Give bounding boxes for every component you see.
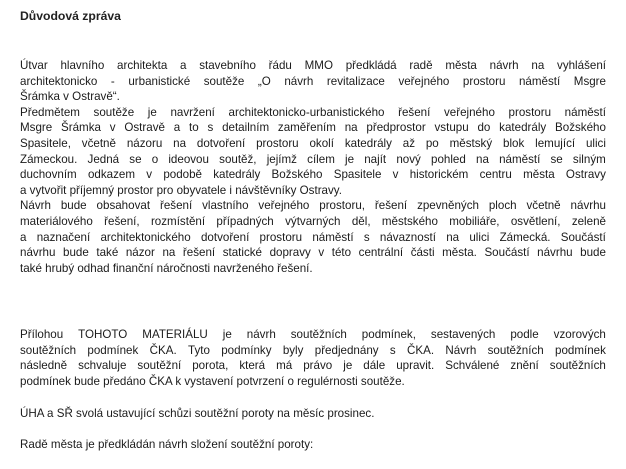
text-line: architektonicko - urbanistické soutěže „O návrh revitalizace veřejného prostoru náměstí Msgre <box>20 74 606 88</box>
text-line: Spasitele, včetně názoru na dotvoření prostoru okolí katedrály až po městský blok lemující ulici <box>20 136 606 150</box>
text-line: a naznačení architektonického dotvoření prostoru náměstí s návazností na ulici Zámecká. Součástí <box>20 230 606 244</box>
document-title: Důvodová zpráva <box>20 9 121 23</box>
text-line: Radě města je předkládán návrh složení soutěžní poroty: <box>20 438 314 451</box>
paragraph-attachment <box>20 327 606 389</box>
text-line: návrhu bude také názor na řešení statické dopravy v této centrální části města. Součástí návrhu bude <box>20 246 606 260</box>
text-line: Zámeckou. Jedná se o ideovou soutěž, jejímž cílem je najít nový pohled na náměstí se silným <box>20 152 606 166</box>
text-line: Útvar hlavního architekta a stavebního řádu MMO předkládá radě města návrh na vyhlášení <box>20 59 606 72</box>
text-line: také hrubý odhad finanční náročnosti navrženého řešení. <box>20 261 313 275</box>
paragraph-intro <box>20 58 606 276</box>
text-line: Šrámka v Ostravě“. <box>20 90 120 104</box>
text-line: ÚHA a SŘ svolá ustavující schůzi soutěžní poroty na měsíc prosinec. <box>20 407 375 420</box>
paragraph-jury-meeting <box>20 406 606 422</box>
paragraph-jury-composition <box>20 437 606 453</box>
text-line: Přílohou TOHOTO MATERIÁLU je návrh soutěžních podmínek, sestavených podle vzorových <box>20 328 606 341</box>
text-line: Předmětem soutěže je navržení architektonicko-urbanistického řešení veřejného prostoru náměstí <box>20 105 606 119</box>
text-line: Návrh bude obsahovat řešení vlastního veřejného prostoru, řešení zpevněných ploch včetně návrhu <box>20 199 606 213</box>
text-line: soutěžních podmínek ČKA. Tyto podmínky byly předjednány s ČKA. Návrh soutěžních podmínek <box>20 343 606 357</box>
text-line: materiálového řešení, rozmístění případných výtvarných děl, městského mobiliáře, osvětlení, zeleně <box>20 214 606 228</box>
text-line: podmínek bude předáno ČKA k vystavení potvrzení o regulérnosti soutěže. <box>20 374 405 388</box>
text-line: Msgre Šrámka v Ostravě a to s detailním zaměřením na předprostor vstupu do katedrály Božského <box>20 121 606 135</box>
text-line: duchovním odkazem v podobě katedrály Božského Spasitele v historickém centru města Ostravy <box>20 168 606 182</box>
text-line: a vytvořit příjemný prostor pro obyvatele i návštěvníky Ostravy. <box>20 183 342 197</box>
text-line: následně schvaluje soutěžní porota, která má právo je dále upravit. Schválené znění soutěžních <box>20 359 606 373</box>
